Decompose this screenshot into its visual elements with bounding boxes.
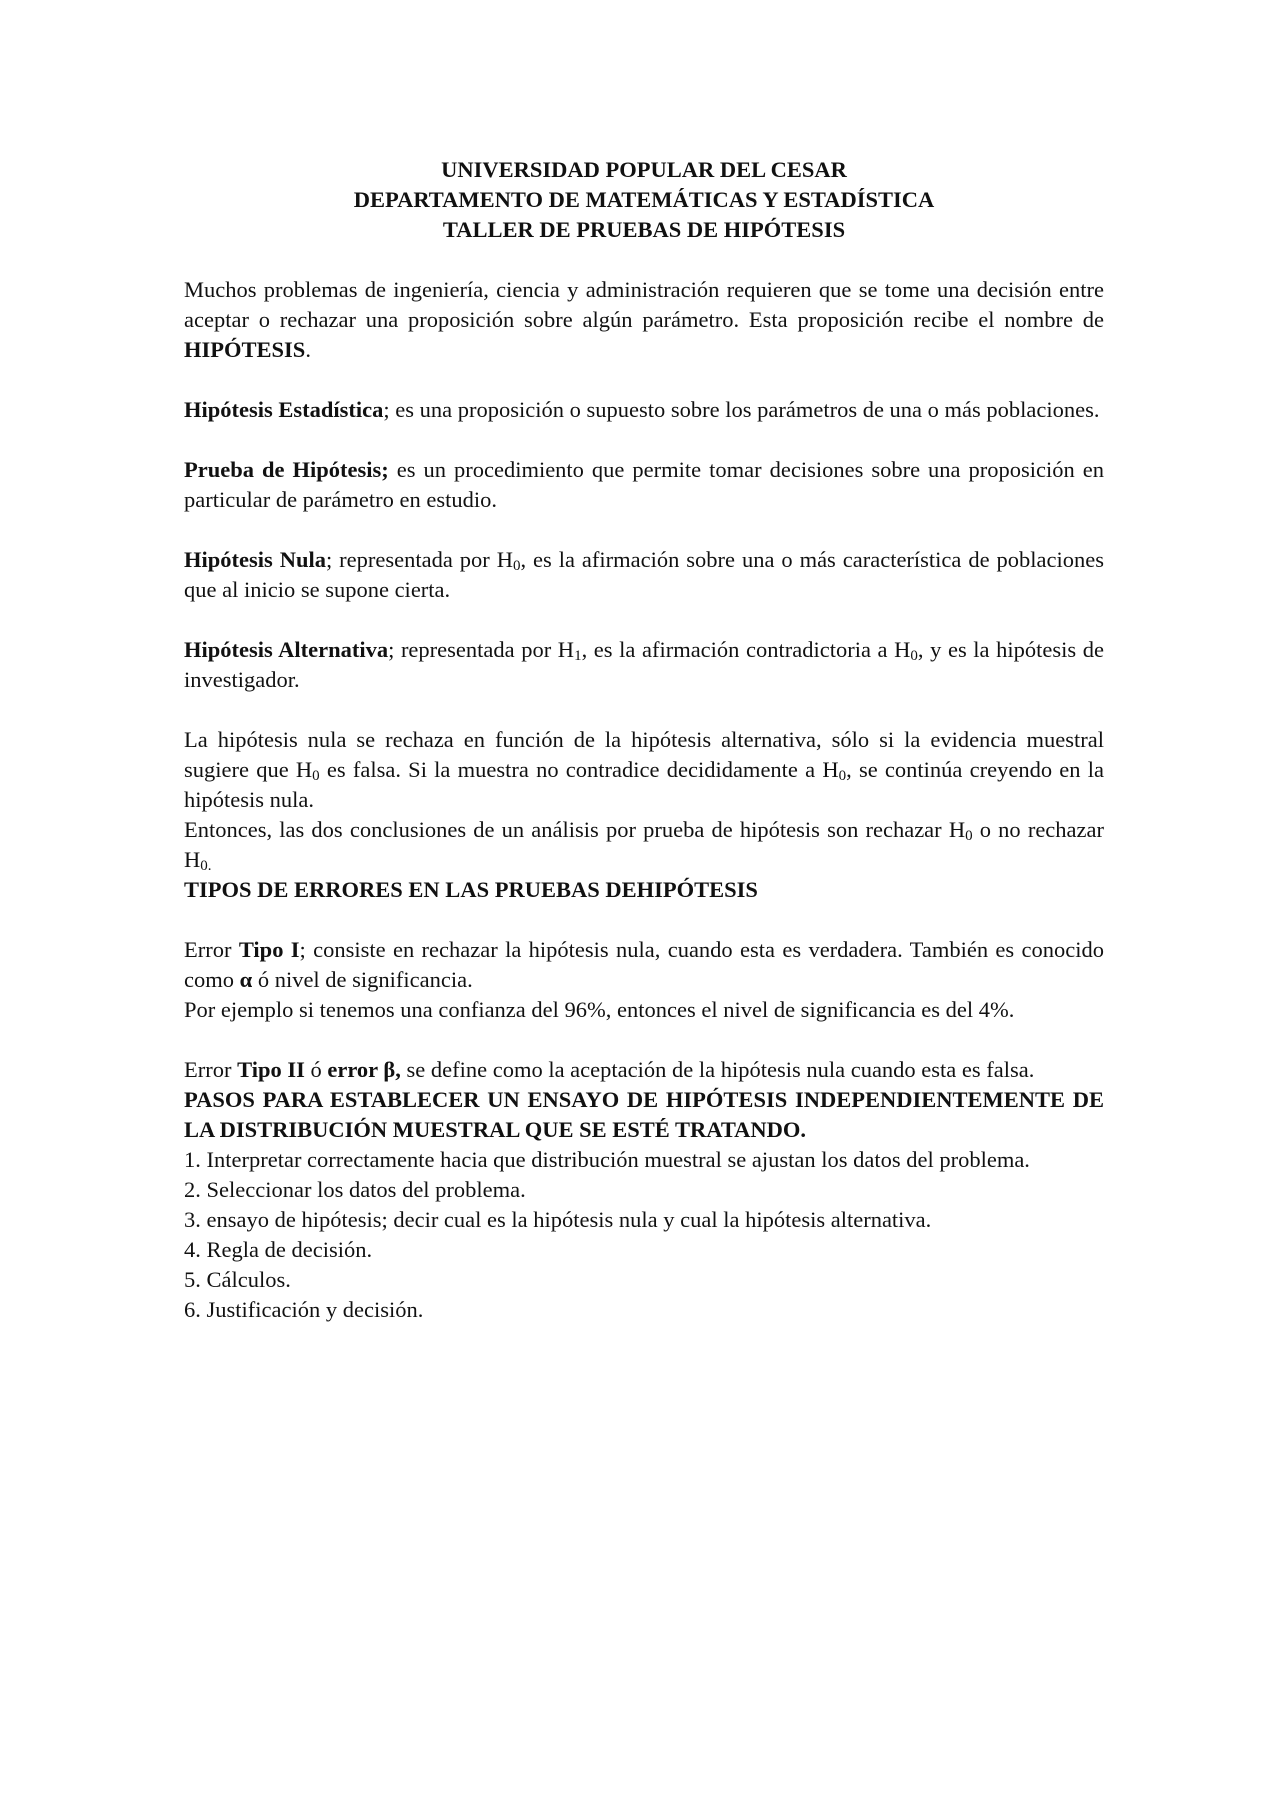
- header-department: DEPARTAMENTO DE MATEMÁTICAS Y ESTADÍSTICA: [353, 187, 935, 212]
- document-page: [184, 155, 1104, 1325]
- term-statistical-hypothesis: Hipótesis Estadística: [184, 397, 384, 422]
- list-item: 6. Justificación y decisión.: [184, 1297, 424, 1322]
- document-header: [184, 155, 1104, 245]
- list-item: 3. ensayo de hipótesis; decir cual es la hipótesis nula y cual la hipótesis alternativa.: [184, 1207, 932, 1232]
- intro-paragraph: Muchos problemas de ingeniería, ciencia y administración requieren que se tome una decisión entre aceptar o rechazar una proposición sobre algún parámetro. Esta proposición recibe el nombre de HIPÓTESIS.: [184, 277, 1104, 362]
- header-title: TALLER DE PRUEBAS DE HIPÓTESIS: [442, 217, 846, 242]
- section-heading-steps: PASOS PARA ESTABLECER UN ENSAYO DE HIPÓTESIS INDEPENDIENTEMENTE DE LA DISTRIBUCIÓN MUESTRAL QUE SE ESTÉ TRATANDO.: [184, 1087, 1104, 1142]
- list-item: 4. Regla de decisión.: [184, 1237, 373, 1262]
- term-hypothesis-test: Prueba de Hipótesis;: [184, 457, 389, 482]
- header-university: UNIVERSIDAD POPULAR DEL CESAR: [441, 157, 847, 182]
- list-item: 1. Interpretar correctamente hacia que distribución muestral se ajustan los datos del problema.: [184, 1147, 1030, 1172]
- definition-hypothesis-test: Prueba de Hipótesis; es un procedimiento que permite tomar decisiones sobre una proposición en particular de parámetro en estudio.: [184, 457, 1105, 512]
- term-null-hypothesis: Hipótesis Nula: [184, 547, 326, 572]
- term-type-two: Tipo II: [237, 1057, 305, 1082]
- type-one-error-paragraph: Error Tipo I; consiste en rechazar la hipótesis nula, cuando esta es verdadera. También es conocido como α ó nivel de significancia.: [184, 937, 1104, 992]
- alpha-symbol: α: [239, 967, 253, 992]
- list-item: 5. Cálculos.: [184, 1267, 291, 1292]
- conclusions-paragraph: Entonces, las dos conclusiones de un análisis por prueba de hipótesis son rechazar $H_0$ o no rechazar $H_{0.}$: [184, 817, 1104, 874]
- type-two-error-paragraph: Error Tipo II ó error β, se define como la aceptación de la hipótesis nula cuando esta es falsa.: [184, 1057, 1035, 1082]
- section-heading-error-types: TIPOS DE ERRORES EN LAS PRUEBAS DEHIPÓTESIS: [184, 877, 758, 902]
- definition-statistical-hypothesis: Hipótesis Estadística; es una proposición o supuesto sobre los parámetros de una o más poblaciones.: [184, 397, 1100, 422]
- example-paragraph: Por ejemplo si tenemos una confianza del 96%, entonces el nivel de significancia es del 4%.: [184, 997, 1015, 1022]
- steps-list: [184, 1145, 1104, 1325]
- term-type-one: Tipo I: [238, 937, 300, 962]
- definition-alternative-hypothesis: Hipótesis Alternativa; representada por $H_1$, es la afirmación contradictoria a $H_0$, y es la hipótesis de investigador.: [184, 637, 1104, 692]
- definition-null-hypothesis: Hipótesis Nula; representada por $H_0$, es la afirmación sobre una o más característica de poblaciones que al inicio se supone cierta.: [184, 547, 1104, 602]
- term-alternative-hypothesis: Hipótesis Alternativa: [184, 637, 389, 662]
- list-item: 2. Seleccionar los datos del problema.: [184, 1177, 526, 1202]
- rejection-paragraph: La hipótesis nula se rechaza en función de la hipótesis alternativa, sólo si la evidencia muestral sugiere que $H_0$ es falsa. Si la muestra no contradice decididamente a $H_0$, se continúa creyendo en la hipótesis nula.: [184, 727, 1105, 812]
- term-beta-error: error β,: [327, 1057, 401, 1082]
- intro-bold-term: HIPÓTESIS: [184, 337, 306, 362]
